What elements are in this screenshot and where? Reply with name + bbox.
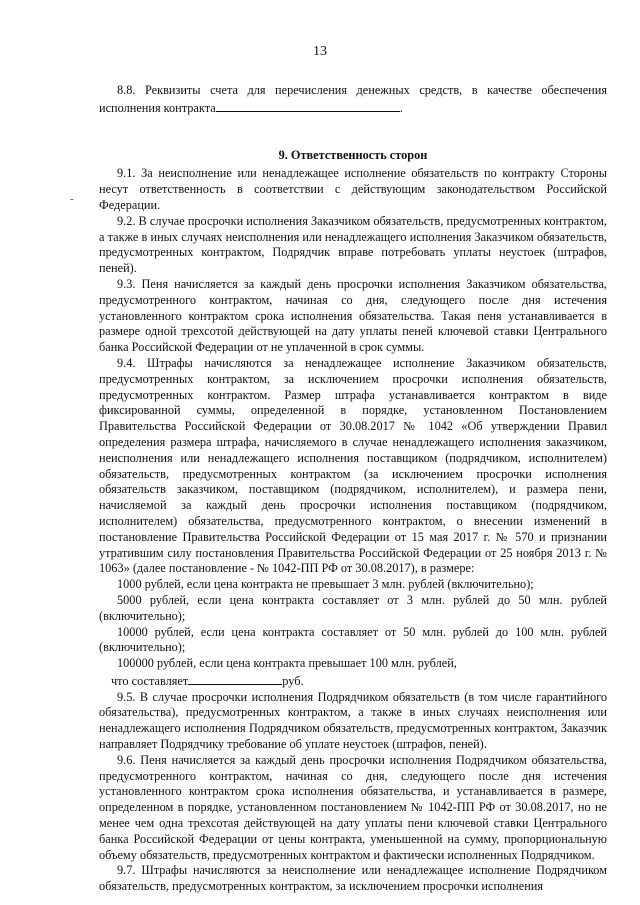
document-body <box>99 83 607 895</box>
account-details-blank <box>216 99 400 112</box>
clause-9-4: 9.4. Штрафы начисляются за ненадлежащее исполнение Заказчиком обязательств, предусмотренных контрактом, за исключением просрочки исполнения обязательств, предусмотренных контрактом. Размер штрафа устанавливается контрактом в виде фиксированной суммы, определенной в порядке, установленном Постановлением Правительства Российской Федерации от 30.08.2017 № 1042 «Об утверждении Правил определения размера штрафа, начисляемого в случае ненадлежащего исполнения заказчиком, неисполнения или ненадлежащего исполнения поставщиком (подрядчиком, исполнителем) обязательств, предусмотренных контрактом (за исключением просрочки исполнения обязательств заказчиком, поставщиком (подрядчиком, исполнителем), и размера пени, начисляемой за каждый день просрочки исполнения поставщиком (подрядчиком, исполнителем) обязательства, предусмотренного контрактом, о внесении изменений в постановление Правительства Российской Федерации от 15 мая 2017 г. № 570 и признании утратившим силу постановления Правительства Российской Федерации от 25 ноября 2013 г. № 1063» (далее постановление - № 1042-ПП РФ от 30.08.2017), в размере: <box>99 355 607 576</box>
clause-8-8-end: . <box>399 100 403 115</box>
clause-9-6: 9.6. Пеня начисляется за каждый день просрочки исполнения Подрядчиком обязательства, предусмотренного контрактом, начиная со дня, следующего после дня истечения установленного контрактом срока исполнения обязательства, и устанавливается в размере, определенном в порядке, установленном постановлением № 1042-ПП РФ от 30.08.2017, но не менее чем одна трехсотая действующей на дату уплаты пени ключевой ставки Центрального банка Российской Федерации от цены контракта, уменьшенной на сумму, пропорциональную объему обязательств, предусмотренных контрактом и фактически исполненных Подрядчиком. <box>99 752 607 862</box>
clause-9-3: 9.3. Пеня начисляется за каждый день просрочки исполнения Заказчиком обязательства, предусмотренного контрактом, начиная со дня, следующего после дня истечения установленного контрактом срока исполнения обязательства. Такая пеня устанавливается в размере одной трехсотой действующей на дату уплаты пеней ключевой ставки Центрального банка Российской Федерации от не уплаченной в срок суммы. <box>99 276 607 355</box>
penalty-total-suffix: руб. <box>282 673 304 688</box>
penalty-tier-2: 5000 рублей, если цена контракта составляет от 3 млн. рублей до 50 млн. рублей (включительно); <box>99 592 607 623</box>
penalty-total <box>99 672 607 690</box>
penalty-tier-3: 10000 рублей, если цена контракта составляет от 50 млн. рублей до 100 млн. рублей (включительно); <box>99 624 607 655</box>
clause-9-1: 9.1. За неисполнение или ненадлежащее исполнение обязательств по контракту Стороны несут ответственность в соответствии с действующим законодательством Российской Федерации. <box>99 166 607 212</box>
penalty-tier-1: 1000 рублей, если цена контракта не превышает 3 млн. рублей (включительно); <box>117 577 534 592</box>
penalty-total-prefix: что составляет <box>111 673 189 688</box>
section-title: 9. Ответственность сторон <box>278 147 428 162</box>
clause-8-8 <box>99 83 607 117</box>
penalty-tier-4: 100000 рублей, если цена контракта превышает 100 млн. рублей, <box>117 656 457 671</box>
margin-mark: - <box>70 193 74 205</box>
clause-9-5: 9.5. В случае просрочки исполнения Подрядчиком обязательств (в том числе гарантийного обязательства), предусмотренных контрактом, а также в иных случаях неисполнения или ненадлежащего исполнения Подрядчиком обязательств, предусмотренных контрактом, Заказчик направляет Подрядчику требование об уплате неустоек (штрафов, пеней). <box>99 689 607 752</box>
clause-8-8-text: 8.8. Реквизиты счета для перечисления денежных средств, в качестве обеспечения исполнения контракта <box>99 83 607 115</box>
clause-9-7: 9.7. Штрафы начисляются за неисполнение или ненадлежащее исполнение Подрядчиком обязательств, предусмотренных контрактом, за исключением просрочки исполнения <box>99 863 607 894</box>
penalty-amount-blank <box>188 672 282 685</box>
clause-9-2: 9.2. В случае просрочки исполнения Заказчиком обязательств, предусмотренных контрактом, а также в иных случаях неисполнения или ненадлежащего исполнения Заказчиком обязательств, предусмотренных контрактом, Подрядчик вправе потребовать уплаты неустоек (штрафов, пеней). <box>99 213 607 276</box>
page-number: 13 <box>313 44 327 59</box>
